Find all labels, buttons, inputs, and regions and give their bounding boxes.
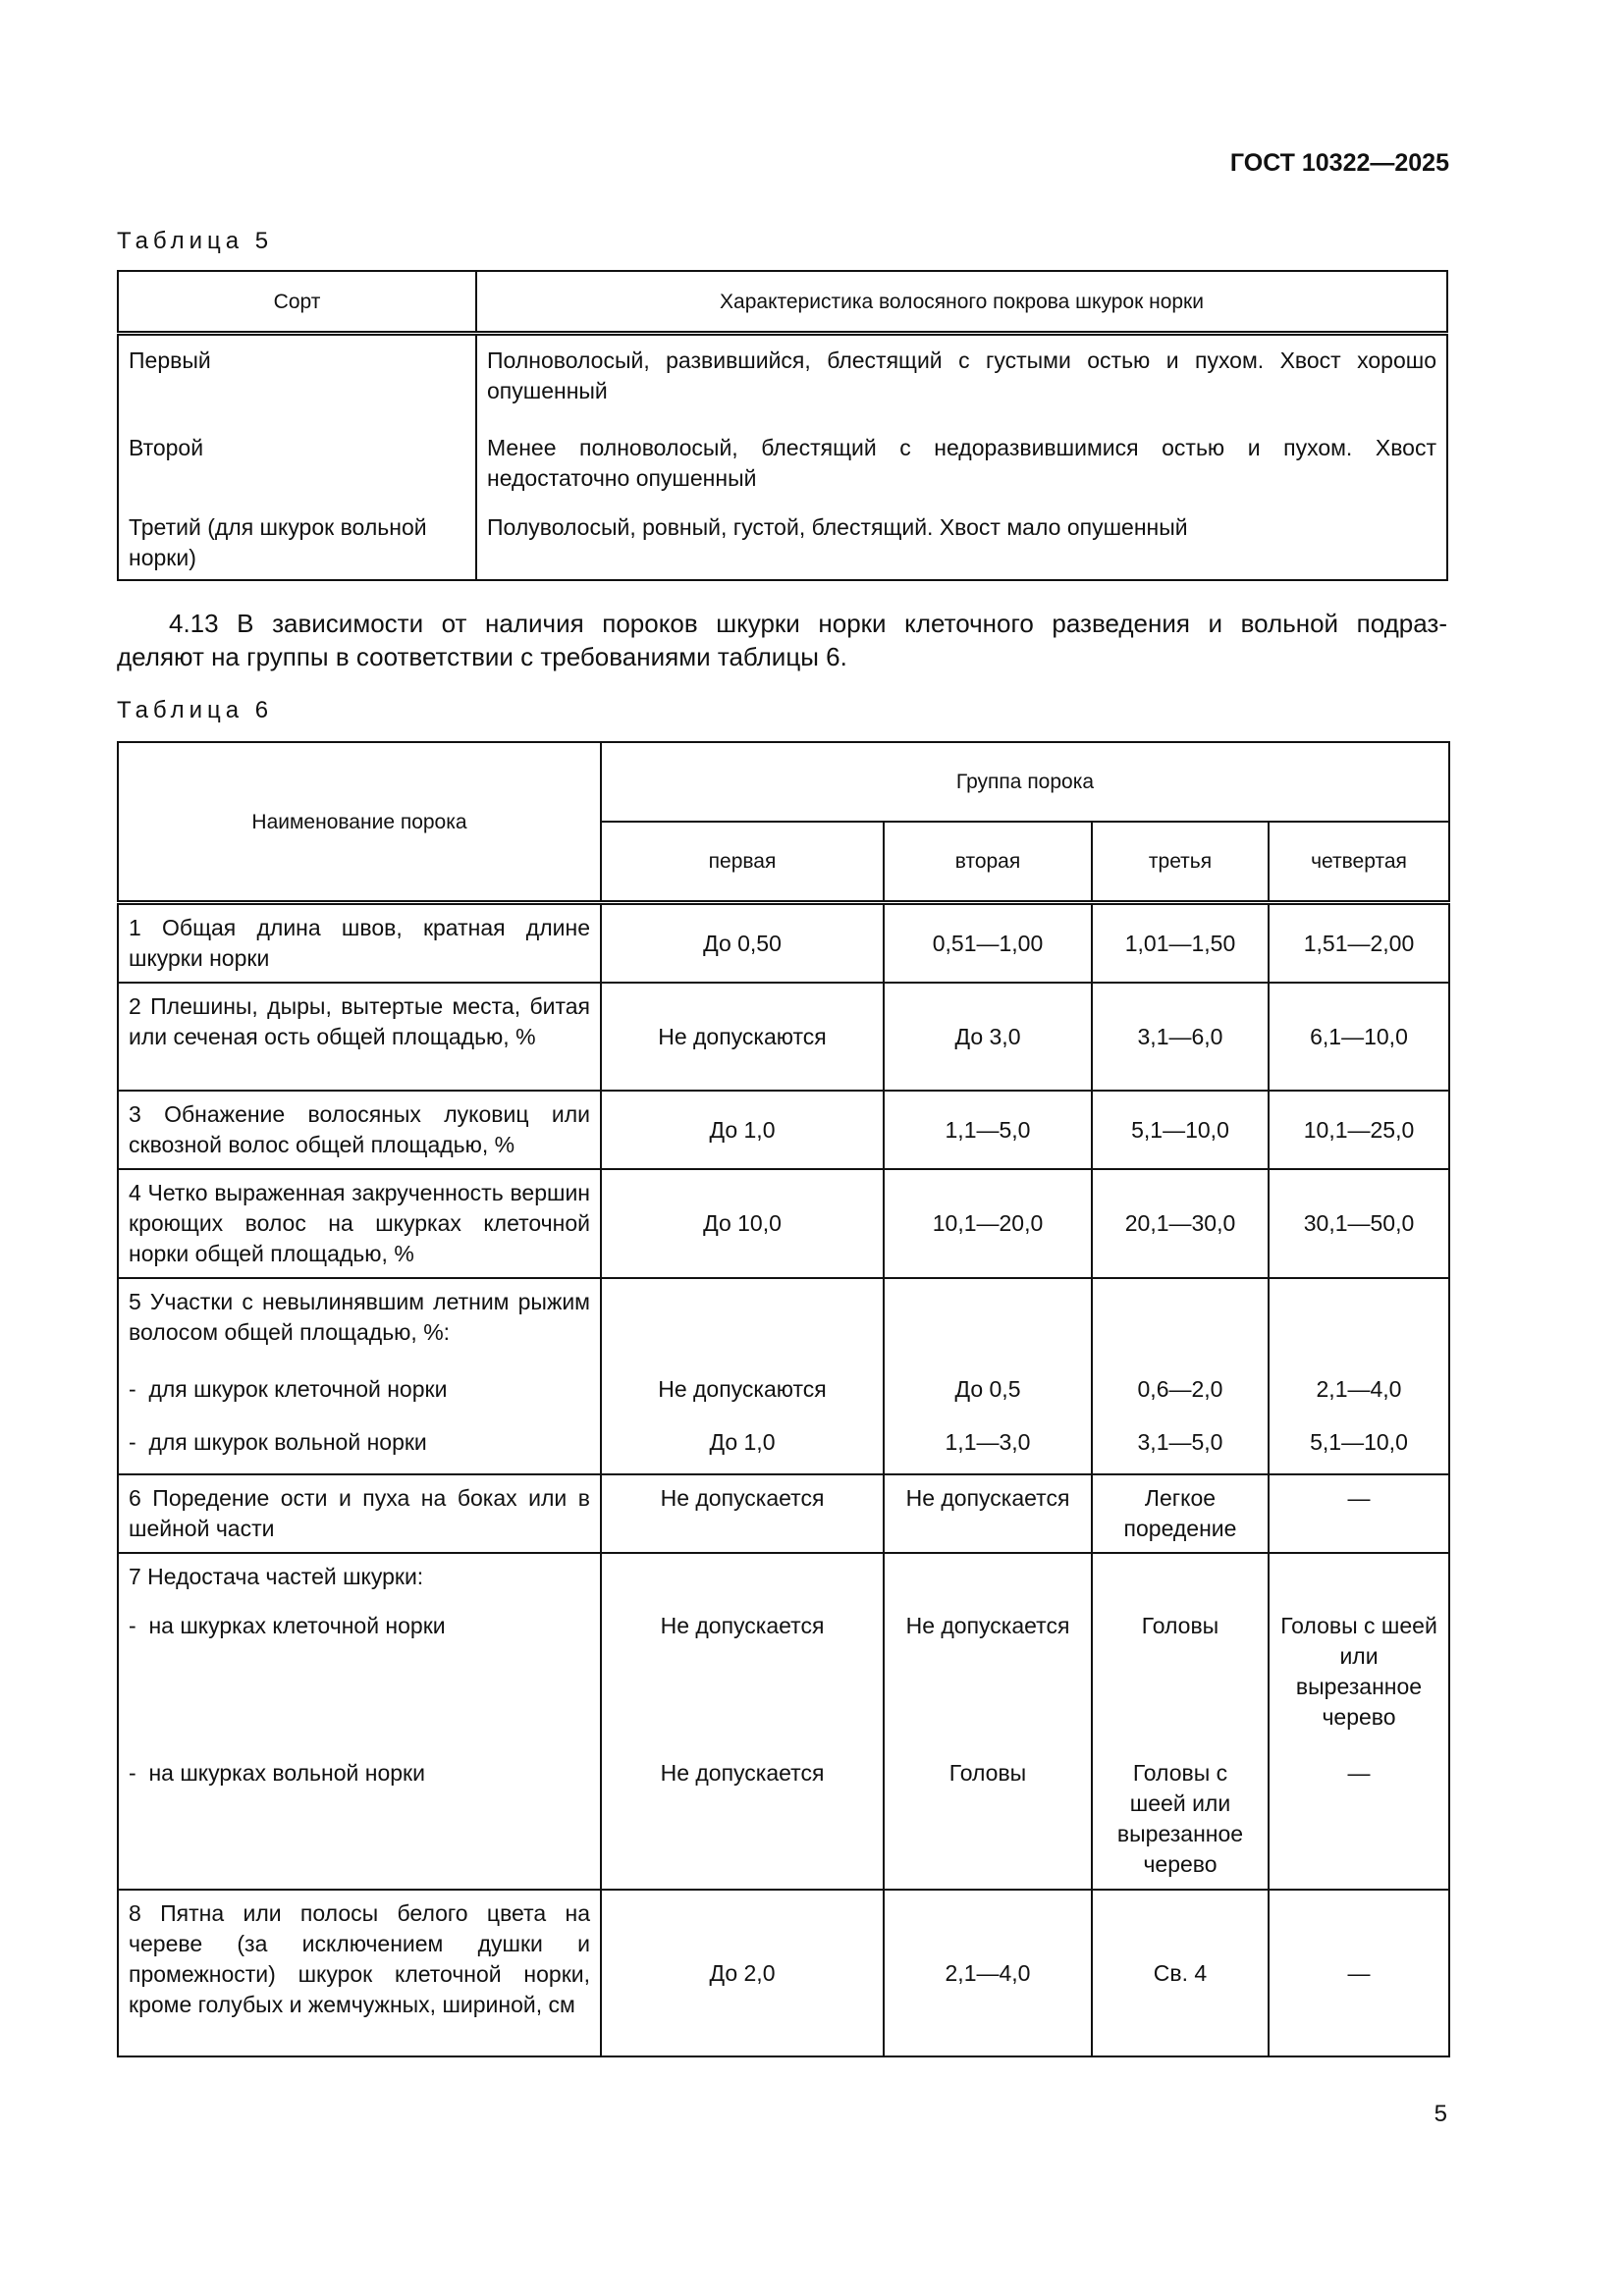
defect-name: 8 Пятна или полосы белого цвета на череве (за исключением душки и промежности) шкурок клеточной норки, кроме голубых и жемчужных, шириной, см bbox=[118, 1890, 601, 2056]
table5-header-description: Характеристика волосяного покрова шкурок норки bbox=[476, 271, 1447, 334]
defect-name: 4 Четко выраженная закрученность вершин кроющих волос на шкурках клеточной норки общей площадью, % bbox=[118, 1169, 601, 1278]
table-row bbox=[118, 1278, 1449, 1474]
table5-header-row bbox=[118, 271, 1447, 334]
defect-name: 2 Плешины, дыры, вытертые места, битая или сеченая ость общей площадью, % bbox=[118, 983, 601, 1091]
value-line: Не допускается bbox=[905, 1613, 1070, 1638]
value-cell: Легкое поредение bbox=[1092, 1474, 1269, 1553]
value-line: — bbox=[1347, 1760, 1371, 1786]
desc-second: Менее полноволосый, блестящий с недоразвившимися остью и пухом. Хвост недостаточно опушенный bbox=[487, 435, 1436, 491]
value-cell: Св. 4 bbox=[1092, 1890, 1269, 2056]
value-line: 1,1—3,0 bbox=[945, 1429, 1031, 1455]
value-cell: До 2,0 bbox=[601, 1890, 884, 2056]
value-cell: 30,1—50,0 bbox=[1269, 1169, 1449, 1278]
grade-second: Второй bbox=[129, 435, 204, 460]
value-cell: Не допускаются bbox=[601, 983, 884, 1091]
value-cell: До 0,50 bbox=[601, 903, 884, 984]
clause-4-13 bbox=[117, 607, 1447, 673]
table6-header-row-1 bbox=[118, 742, 1449, 822]
grade-third: Третий (для шкурок вольной норки) bbox=[129, 514, 427, 570]
value-cell: 1,01—1,50 bbox=[1092, 903, 1269, 984]
value-line: 3,1—5,0 bbox=[1137, 1429, 1223, 1455]
clause-line-2: деляют на группы в соответствии с требованиями таблицы 6. bbox=[117, 642, 847, 671]
value-cell bbox=[1269, 1553, 1449, 1890]
value-cell bbox=[884, 1278, 1092, 1474]
value-line: До 0,5 bbox=[954, 1376, 1021, 1402]
table5-body-row bbox=[118, 334, 1447, 581]
value-cell bbox=[1092, 1553, 1269, 1890]
value-line: Не допускается bbox=[660, 1760, 825, 1786]
table5-descriptions-cell bbox=[476, 334, 1447, 581]
value-cell: — bbox=[1269, 1890, 1449, 2056]
value-line: Не допускаются bbox=[658, 1376, 827, 1402]
value-cell: 10,1—20,0 bbox=[884, 1169, 1092, 1278]
group-fourth: четвертая bbox=[1269, 822, 1449, 903]
table-row bbox=[118, 1169, 1449, 1278]
value-cell bbox=[1269, 1278, 1449, 1474]
defect-name: 7 Недостача частей шкурки: bbox=[129, 1564, 424, 1589]
value-line: Головы bbox=[1141, 1613, 1219, 1638]
value-cell: 20,1—30,0 bbox=[1092, 1169, 1269, 1278]
defect-name-cell bbox=[118, 1553, 601, 1890]
value-cell bbox=[1092, 1278, 1269, 1474]
table5-caption: Таблица 5 bbox=[117, 228, 274, 254]
value-cell: 10,1—25,0 bbox=[1269, 1091, 1449, 1169]
value-line: Головы с шеей или вырезанное черево bbox=[1280, 1613, 1437, 1730]
value-line: Не допускается bbox=[660, 1613, 825, 1638]
value-cell: До 10,0 bbox=[601, 1169, 884, 1278]
value-cell bbox=[601, 1278, 884, 1474]
value-line: До 1,0 bbox=[709, 1429, 776, 1455]
value-cell: До 3,0 bbox=[884, 983, 1092, 1091]
table-row bbox=[118, 903, 1449, 984]
value-cell bbox=[601, 1553, 884, 1890]
defect-name: 6 Поредение ости и пуха на боках или в шейной части bbox=[118, 1474, 601, 1553]
value-line: Головы bbox=[948, 1760, 1027, 1786]
value-cell: 1,1—5,0 bbox=[884, 1091, 1092, 1169]
page-number: 5 bbox=[1434, 2101, 1447, 2127]
document-code: ГОСТ 10322—2025 bbox=[1229, 149, 1449, 177]
table-row bbox=[118, 1890, 1449, 2056]
defect-subitem: - на шкурках клеточной норки bbox=[129, 1611, 590, 1758]
group-first: первая bbox=[601, 822, 884, 903]
value-cell: 3,1—6,0 bbox=[1092, 983, 1269, 1091]
defect-subitem: - для шкурок вольной норки bbox=[129, 1427, 590, 1458]
table6 bbox=[117, 741, 1450, 2057]
table-row bbox=[118, 1553, 1449, 1890]
value-cell: 5,1—10,0 bbox=[1092, 1091, 1269, 1169]
defect-name: 3 Обнажение волосяных луковиц или сквозной волос общей площадью, % bbox=[118, 1091, 601, 1169]
table6-caption: Таблица 6 bbox=[117, 697, 274, 723]
defect-name: 1 Общая длина швов, кратная длине шкурки норки bbox=[118, 903, 601, 984]
value-cell: 6,1—10,0 bbox=[1269, 983, 1449, 1091]
table-row bbox=[118, 983, 1449, 1091]
value-cell bbox=[884, 1553, 1092, 1890]
defect-subitem: - на шкурках вольной норки bbox=[129, 1758, 590, 1789]
value-cell: 1,51—2,00 bbox=[1269, 903, 1449, 984]
table6-header-name: Наименование порока bbox=[118, 742, 601, 903]
defect-name: 5 Участки с невылинявшим летним рыжим волосом общей площадью, %: bbox=[129, 1289, 590, 1345]
value-line: Головы с шеей или вырезанное черево bbox=[1116, 1760, 1244, 1877]
desc-third: Полуволосый, ровный, густой, блестящий. Хвост мало опушенный bbox=[487, 514, 1188, 540]
group-third: третья bbox=[1092, 822, 1269, 903]
defect-subitem: - для шкурок клеточной норки bbox=[129, 1374, 590, 1427]
value-line: 2,1—4,0 bbox=[1316, 1376, 1402, 1402]
table5-grades-cell bbox=[118, 334, 476, 581]
defect-name-cell bbox=[118, 1278, 601, 1474]
value-cell: Не допускается bbox=[884, 1474, 1092, 1553]
value-line: 5,1—10,0 bbox=[1310, 1429, 1408, 1455]
table6-header-group: Группа порока bbox=[601, 742, 1449, 822]
grade-first: Первый bbox=[129, 347, 211, 373]
table-row bbox=[118, 1091, 1449, 1169]
value-cell: 0,51—1,00 bbox=[884, 903, 1092, 984]
value-cell: До 1,0 bbox=[601, 1091, 884, 1169]
table-row bbox=[118, 1474, 1449, 1553]
value-cell: 2,1—4,0 bbox=[884, 1890, 1092, 2056]
value-cell: Не допускается bbox=[601, 1474, 884, 1553]
group-second: вторая bbox=[884, 822, 1092, 903]
table5-header-grade: Сорт bbox=[118, 271, 476, 334]
table5 bbox=[117, 270, 1448, 581]
clause-line-1: 4.13 В зависимости от наличия пороков шкурки норки клеточного разведения и вольной подраз- bbox=[169, 609, 1447, 638]
value-cell: — bbox=[1269, 1474, 1449, 1553]
value-line: 0,6—2,0 bbox=[1137, 1376, 1223, 1402]
desc-first: Полноволосый, развившийся, блестящий с густыми остью и пухом. Хвост хорошо опушенный bbox=[487, 347, 1436, 403]
